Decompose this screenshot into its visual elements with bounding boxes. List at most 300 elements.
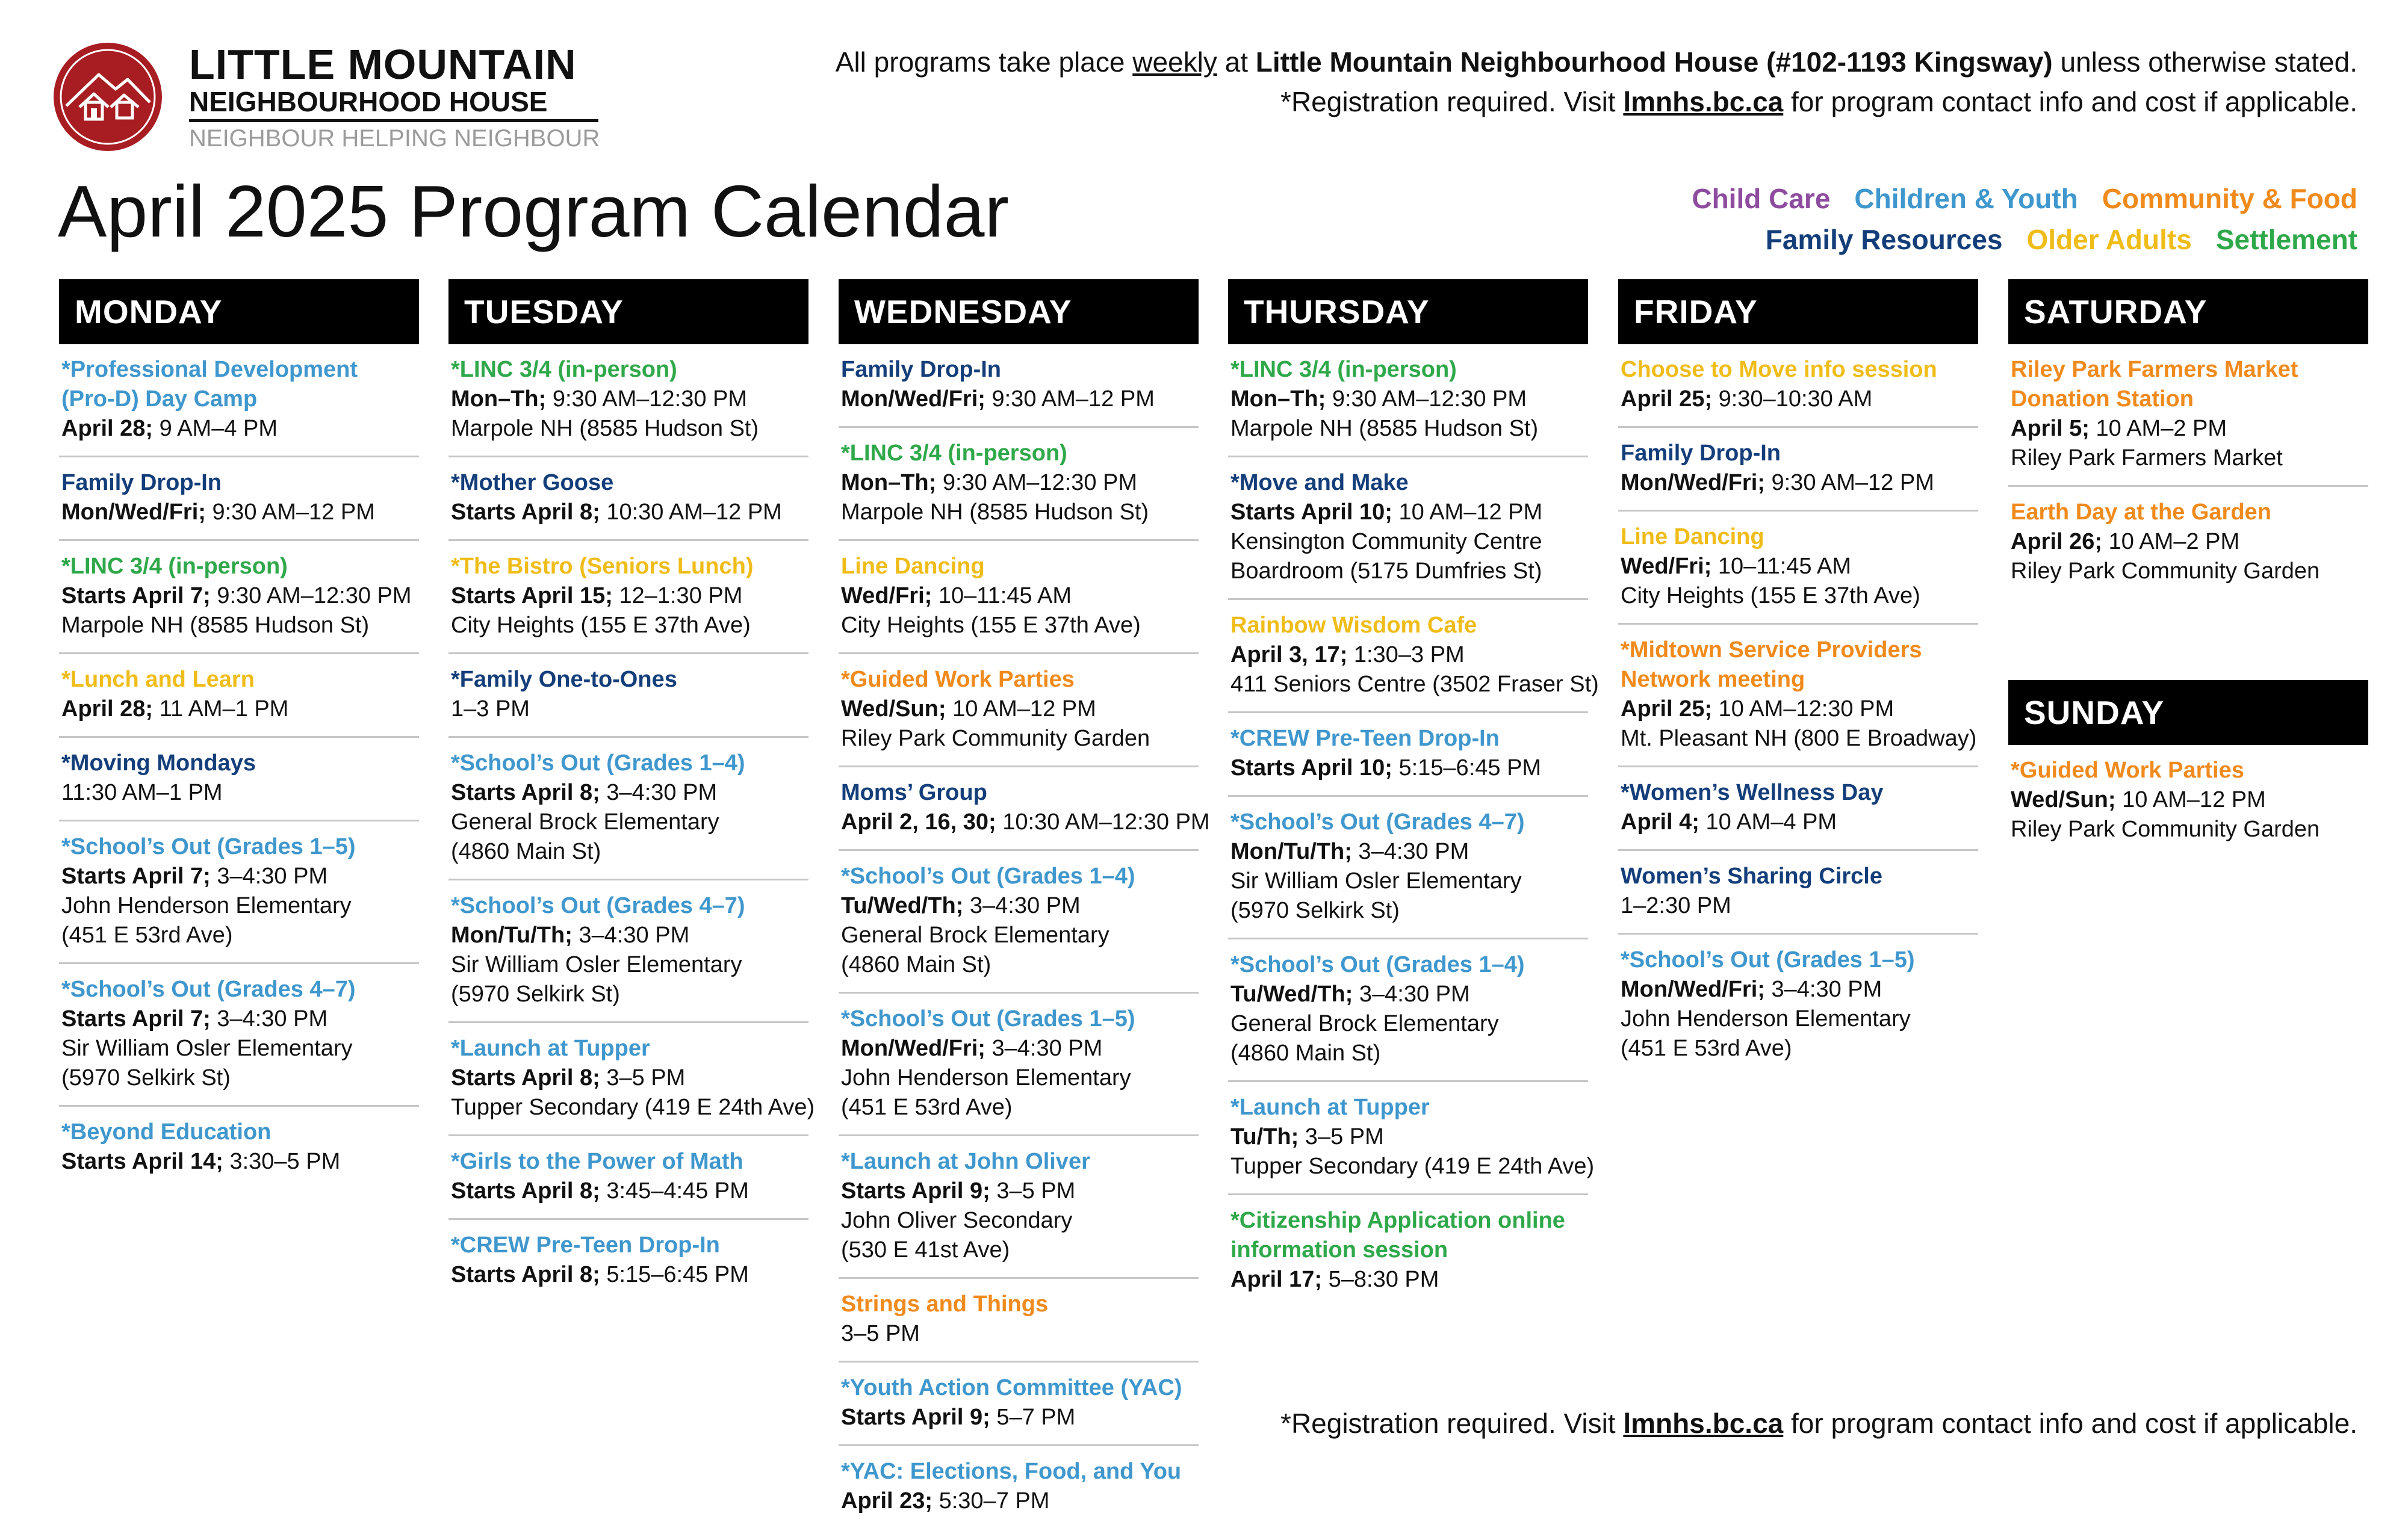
event-when [2011, 414, 2366, 444]
event-time: 5–7 PM [990, 1405, 1076, 1430]
event-name: *School’s Out (Grades 4–7) [61, 977, 356, 1002]
event-bistro [448, 541, 808, 654]
event-place: Marpole NH (8585 Hudson St) [1230, 416, 1539, 441]
event-place: General Brock Elementary [1230, 1011, 1499, 1036]
event-when [451, 921, 806, 950]
event-place: Riley Park Community Garden [841, 726, 1150, 751]
event-citizenship-session [1228, 1195, 1588, 1307]
event-place-address: (5970 Selkirk St) [1230, 898, 1400, 923]
event-schools-out-4-7 [59, 964, 419, 1107]
event-name: *LINC 3/4 (in-person) [61, 554, 288, 579]
event-time: 9:30 AM–12:30 PM [1326, 386, 1527, 412]
event-place: Sir William Osler Elementary [1230, 868, 1522, 894]
event-date: April 4; [1621, 809, 1699, 835]
event-place: 411 Seniors Centre (3502 Fraser St) [1230, 672, 1599, 697]
day-column-thursday [1228, 279, 1599, 1307]
event-earth-day [2008, 487, 2368, 598]
event-when [1230, 980, 1586, 1009]
event-date: Mon–Th; [451, 386, 547, 412]
event-name: *School’s Out (Grades 1–5) [1621, 947, 1915, 973]
event-date: April 25; [1621, 386, 1713, 412]
event-date: April 3, 17; [1230, 642, 1348, 667]
footer-text: for program contact info and cost if applicable. [1783, 1408, 2357, 1439]
event-moving-mondays [59, 738, 419, 821]
event-place-address: Boardroom (5175 Dumfries St) [1230, 558, 1542, 584]
event-youth-action-committee [839, 1363, 1199, 1446]
event-date: April 23; [841, 1488, 933, 1514]
event-family-drop-in [1618, 428, 1978, 512]
event-when [1621, 468, 1976, 498]
event-when [1230, 498, 1586, 527]
event-date: April 26; [2011, 529, 2103, 554]
event-lunch-and-learn [59, 654, 419, 738]
event-place-address: (4860 Main St) [1230, 1041, 1381, 1066]
event-name: Moms’ Group [841, 780, 987, 805]
event-time: 10 AM–12 PM [2115, 787, 2266, 812]
event-date: Starts April 9; [841, 1405, 990, 1430]
event-time: 9:30 AM–12 PM [205, 500, 375, 525]
event-when [841, 468, 1196, 498]
event-linc [1228, 344, 1588, 457]
event-date: Starts April 8; [451, 1262, 600, 1287]
event-schools-out-1-5 [59, 821, 419, 964]
event-when [841, 808, 1210, 837]
day-header-sunday: SUNDAY [2008, 680, 2368, 745]
event-date: April 28; [61, 696, 154, 722]
event-name: Family Drop-In [841, 357, 1002, 382]
event-place: Riley Park Farmers Market [2011, 445, 2283, 471]
event-name: *Midtown Service Providers Network meeting [1621, 637, 1922, 692]
logo-name-line2: NEIGHBOURHOOD HOUSE [189, 86, 548, 117]
event-family-one-to-ones [448, 654, 808, 738]
event-time: 3–4:30 PM [985, 1036, 1103, 1061]
event-name: *School’s Out (Grades 1–4) [1230, 952, 1525, 977]
event-time: 5–8:30 PM [1322, 1267, 1439, 1292]
event-date: Starts April 15; [451, 583, 613, 608]
event-linc [59, 541, 419, 654]
registration-footer-note [1280, 1407, 2357, 1440]
event-time: 5:30–7 PM [932, 1488, 1050, 1514]
event-date: Wed/Sun; [841, 696, 946, 722]
day-header-saturday: SATURDAY [2008, 279, 2368, 344]
event-time: 3–5 PM [1299, 1124, 1384, 1149]
event-schools-out-1-5 [1618, 935, 1978, 1075]
event-time: 3–4:30 PM [600, 780, 718, 805]
event-crew-pre-teen [448, 1220, 808, 1302]
event-time: 3–5 PM [841, 1321, 920, 1346]
event-when [61, 1147, 417, 1177]
event-name: *CREW Pre-Teen Drop-In [451, 1233, 720, 1258]
note-location: Little Mountain Neighbourhood House (#102-1193 Kingsway) [1255, 46, 2053, 78]
event-name: Riley Park Farmers Market Donation Station [2011, 357, 2298, 412]
logo-name-line1: LITTLE MOUNTAIN [189, 41, 577, 88]
event-crew-pre-teen [1228, 713, 1588, 797]
event-place: Tupper Secondary (419 E 24th Ave) [451, 1095, 815, 1120]
event-time: 9:30 AM–12:30 PM [210, 583, 412, 608]
day-column-tuesday [448, 279, 815, 1302]
event-yac-elections [839, 1446, 1199, 1528]
event-name: Women’s Sharing Circle [1621, 864, 1882, 889]
event-place-address: (5970 Selkirk St) [451, 982, 620, 1007]
event-name: *School’s Out (Grades 1–4) [451, 750, 745, 776]
event-name: *Mother Goose [451, 470, 614, 495]
event-name: *Launch at Tupper [451, 1036, 650, 1061]
event-time: 3–4:30 PM [572, 923, 690, 948]
event-date: Mon/Wed/Fri; [841, 1036, 985, 1061]
event-name: *School’s Out (Grades 4–7) [1230, 809, 1525, 835]
event-when [841, 891, 1196, 921]
event-when [1230, 753, 1586, 783]
event-name: *Guided Work Parties [841, 667, 1075, 692]
event-time: 10 AM–2 PM [2102, 529, 2240, 554]
legend-child-care: Child Care [1692, 183, 1831, 214]
event-place-address: (530 E 41st Ave) [841, 1237, 1010, 1263]
event-when [1230, 1122, 1586, 1152]
event-name: *Lunch and Learn [61, 667, 255, 692]
event-date: Starts April 8; [451, 1065, 600, 1090]
event-name: *LINC 3/4 (in-person) [841, 441, 1067, 466]
program-location-note [836, 42, 2357, 122]
event-when [451, 385, 806, 414]
event-date: Starts April 9; [841, 1178, 990, 1204]
event-place: Marpole NH (8585 Hudson St) [61, 613, 370, 638]
event-date: Tu/Wed/Th; [1230, 982, 1353, 1007]
event-name: Family Drop-In [61, 470, 222, 495]
event-move-and-make [1228, 457, 1588, 600]
event-date: Wed/Fri; [1621, 554, 1712, 579]
event-place: Marpole NH (8585 Hudson St) [451, 416, 759, 441]
event-time: 10 AM–12:30 PM [1712, 696, 1894, 722]
event-when [1621, 808, 1976, 837]
event-rainbow-wisdom-cafe [1228, 600, 1599, 713]
event-name: Line Dancing [841, 554, 985, 579]
event-name: *LINC 3/4 (in-person) [1230, 357, 1457, 382]
event-linc [448, 344, 808, 457]
event-place: Kensington Community Centre [1230, 529, 1542, 554]
event-place: Tupper Secondary (419 E 24th Ave) [1230, 1154, 1595, 1179]
event-place: Riley Park Community Garden [2011, 817, 2320, 842]
house-logo-icon [51, 40, 165, 154]
event-name: *Beyond Education [61, 1119, 272, 1145]
event-family-drop-in [839, 344, 1199, 428]
event-launch-at-john-oliver [839, 1136, 1199, 1279]
registration-note-line [836, 82, 2357, 122]
event-date: Mon/Wed/Fri; [61, 500, 206, 525]
event-time: 10:30 AM–12 PM [600, 500, 782, 525]
event-time: 3–4:30 PM [1764, 977, 1882, 1002]
event-when [2011, 527, 2366, 557]
day-header-friday: FRIDAY [1618, 279, 1978, 344]
event-date: Starts April 8; [451, 500, 600, 525]
event-time: 3–4:30 PM [963, 893, 1081, 918]
event-date: Tu/Wed/Th; [841, 893, 964, 918]
event-when [841, 1486, 1196, 1516]
event-when [841, 694, 1196, 724]
event-time: 9:30 AM–12 PM [985, 386, 1155, 412]
legend-row-2 [1668, 219, 2357, 260]
event-name: *Girls to the Power of Math [451, 1149, 743, 1174]
event-mother-goose [448, 457, 808, 541]
event-time: 1:30–3 PM [1347, 642, 1465, 667]
event-place-address: (451 E 53rd Ave) [841, 1095, 1013, 1120]
event-guided-work-parties [2008, 745, 2368, 856]
event-name: *Women’s Wellness Day [1621, 780, 1884, 805]
event-beyond-education [59, 1107, 419, 1189]
legend-family-resources: Family Resources [1765, 224, 2003, 255]
event-name: *CREW Pre-Teen Drop-In [1230, 726, 1500, 751]
event-time: 10 AM–2 PM [2089, 416, 2227, 441]
event-name: *School’s Out (Grades 1–5) [841, 1006, 1135, 1032]
page-title: April 2025 Program Calendar [58, 170, 1010, 252]
event-time: 9:30–10:30 AM [1712, 386, 1873, 412]
event-date: Tu/Th; [1230, 1124, 1299, 1149]
event-date: Starts April 10; [1230, 500, 1392, 525]
event-place-address: (4860 Main St) [451, 839, 601, 864]
logo-tagline: NEIGHBOUR HELPING NEIGHBOUR [189, 125, 600, 152]
event-line-dancing [839, 541, 1199, 654]
event-when [61, 414, 417, 444]
event-time: 10:30 AM–12:30 PM [996, 809, 1210, 835]
event-place-address: (4860 Main St) [841, 952, 991, 977]
day-header-monday: MONDAY [59, 279, 419, 344]
event-name: *Move and Make [1230, 470, 1409, 495]
event-date: April 5; [2011, 416, 2090, 441]
event-when [1230, 640, 1586, 670]
event-place: Sir William Osler Elementary [61, 1036, 353, 1061]
event-pro-d-day-camp [59, 344, 419, 457]
event-date: Mon/Wed/Fri; [1621, 470, 1765, 495]
legend-row-1 [1668, 178, 2357, 219]
event-time: 11:30 AM–1 PM [61, 780, 223, 805]
logo-divider [189, 119, 598, 122]
event-time: 11 AM–1 PM [153, 696, 289, 722]
event-launch-at-tupper [448, 1023, 815, 1136]
day-column-saturday [2008, 279, 2368, 598]
event-name: *School’s Out (Grades 1–5) [61, 834, 356, 859]
legend-community-food: Community & Food [2102, 183, 2357, 214]
legend-children-youth: Children & Youth [1854, 183, 2078, 214]
organization-logo [51, 40, 610, 160]
event-name: *Launch at John Oliver [841, 1149, 1090, 1174]
event-time: 3–4:30 PM [210, 1006, 328, 1032]
event-time: 9 AM–4 PM [153, 416, 278, 441]
event-when [451, 498, 806, 527]
event-time: 3:30–5 PM [223, 1149, 341, 1174]
event-time: 3–5 PM [990, 1178, 1076, 1204]
day-column-monday [59, 279, 419, 1189]
event-date: April 17; [1230, 1267, 1323, 1292]
event-when [1230, 385, 1586, 414]
day-header-thursday: THURSDAY [1228, 279, 1588, 344]
event-name: *School’s Out (Grades 4–7) [451, 893, 745, 918]
event-name: Earth Day at the Garden [2011, 500, 2271, 525]
event-name: Strings and Things [841, 1291, 1049, 1317]
day-header-tuesday: TUESDAY [448, 279, 808, 344]
event-name: *Youth Action Committee (YAC) [841, 1375, 1182, 1400]
event-when [841, 581, 1196, 611]
category-legend [1668, 178, 2357, 260]
event-name: *School’s Out (Grades 1–4) [841, 864, 1135, 889]
event-place: John Henderson Elementary [61, 893, 352, 918]
event-when [1621, 694, 1976, 724]
event-date: Starts April 8; [451, 780, 600, 805]
event-time: 9:30 AM–12:30 PM [936, 470, 1138, 495]
event-place: John Henderson Elementary [1621, 1006, 1911, 1032]
event-when [451, 1177, 806, 1206]
event-schools-out-4-7 [1228, 797, 1588, 939]
website-link[interactable]: lmnhs.bc.ca [1623, 86, 1784, 117]
event-time: 10 AM–4 PM [1699, 809, 1837, 835]
event-place: General Brock Elementary [841, 923, 1109, 948]
event-name: *LINC 3/4 (in-person) [451, 357, 677, 382]
event-name: *Professional Development (Pro-D) Day Camp [61, 357, 358, 412]
footer-text: *Registration required. Visit [1280, 1408, 1624, 1439]
event-schools-out-1-5 [839, 994, 1199, 1136]
event-schools-out-1-4 [1228, 939, 1588, 1082]
event-time: 3–4:30 PM [1353, 982, 1470, 1007]
event-place: John Oliver Secondary [841, 1208, 1073, 1233]
event-girls-math [448, 1136, 808, 1220]
note-text: unless otherwise stated. [2052, 46, 2357, 78]
event-name: Line Dancing [1621, 524, 1764, 549]
event-womens-sharing-circle [1618, 851, 1978, 935]
event-place: Marpole NH (8585 Hudson St) [841, 500, 1149, 525]
event-date: Mon/Tu/Th; [1230, 839, 1352, 864]
event-place: General Brock Elementary [451, 809, 719, 835]
event-schools-out-1-4 [839, 851, 1199, 994]
event-place-address: (5970 Selkirk St) [61, 1065, 231, 1090]
legend-settlement: Settlement [2215, 224, 2357, 255]
event-when [841, 385, 1196, 414]
event-when [1621, 552, 1976, 581]
event-name: Rainbow Wisdom Cafe [1230, 613, 1477, 638]
event-date: Wed/Fri; [841, 583, 932, 608]
event-time: 9:30 AM–12 PM [1764, 470, 1934, 495]
event-choose-to-move [1618, 344, 1978, 428]
note-text: All programs take place [835, 46, 1133, 78]
event-name: *YAC: Elections, Food, and You [841, 1459, 1182, 1484]
event-date: Mon–Th; [1230, 386, 1326, 412]
event-time: 12–1:30 PM [612, 583, 743, 608]
event-when [1230, 1265, 1586, 1294]
event-date: Starts April 14; [61, 1149, 223, 1174]
day-column-sunday [2008, 680, 2368, 856]
event-when [451, 581, 806, 611]
event-date: Wed/Sun; [2011, 787, 2116, 812]
event-linc [839, 428, 1199, 541]
event-when [2011, 785, 2366, 815]
event-date: Starts April 7; [61, 1006, 211, 1032]
event-when [451, 1260, 806, 1290]
event-time: 5:15–6:45 PM [1392, 755, 1542, 781]
event-place: City Heights (155 E 37th Ave) [841, 613, 1141, 638]
event-when [451, 1063, 806, 1093]
event-when [841, 1403, 1196, 1432]
event-time: 1–2:30 PM [1621, 893, 1731, 918]
footer-website-link[interactable]: lmnhs.bc.ca [1623, 1408, 1784, 1439]
event-name: *Citizenship Application online information session [1230, 1208, 1565, 1263]
event-date: Mon/Wed/Fri; [841, 386, 985, 412]
event-when [1621, 975, 1976, 1004]
event-date: Starts April 7; [61, 864, 211, 889]
event-name: Choose to Move info session [1621, 357, 1937, 382]
event-when [1230, 837, 1586, 867]
event-date: Mon/Tu/Th; [451, 923, 573, 948]
event-date: Mon/Wed/Fri; [1621, 977, 1765, 1002]
event-date: April 25; [1621, 696, 1713, 722]
event-date: Starts April 7; [61, 583, 211, 608]
note-text: at [1217, 46, 1256, 78]
event-moms-group [839, 767, 1210, 851]
event-place: City Heights (155 E 37th Ave) [1621, 583, 1920, 608]
note-weekly: weekly [1132, 46, 1217, 78]
day-header-wednesday: WEDNESDAY [839, 279, 1199, 344]
event-time: 1–3 PM [451, 696, 530, 722]
event-when [451, 778, 806, 808]
day-column-friday [1618, 279, 1978, 1075]
event-guided-work-parties [839, 654, 1199, 767]
event-place-address: (451 E 53rd Ave) [1621, 1036, 1792, 1061]
event-line-dancing [1618, 512, 1978, 625]
event-when [841, 1034, 1196, 1063]
event-strings-and-things [839, 1279, 1199, 1363]
event-time: 3–4:30 PM [210, 864, 328, 889]
event-time: 10 AM–12 PM [1392, 500, 1543, 525]
event-midtown-network [1618, 625, 1978, 767]
legend-older-adults: Older Adults [2026, 224, 2192, 255]
event-when [61, 862, 417, 891]
event-when [61, 581, 417, 611]
day-column-wednesday [839, 279, 1210, 1528]
event-when [61, 694, 417, 724]
location-note-line [836, 42, 2357, 82]
event-name: Family Drop-In [1621, 441, 1781, 466]
event-date: April 28; [61, 416, 154, 441]
event-name: *Moving Mondays [61, 750, 256, 776]
note-text: for program contact info and cost if applicable. [1783, 86, 2357, 117]
event-when [61, 1004, 417, 1034]
event-time: 9:30 AM–12:30 PM [546, 386, 748, 412]
event-launch-at-tupper [1228, 1082, 1595, 1195]
event-place-address: (451 E 53rd Ave) [61, 923, 233, 948]
event-when [1621, 385, 1976, 414]
event-name: *The Bistro (Seniors Lunch) [451, 554, 754, 579]
event-name: *Guided Work Parties [2011, 758, 2244, 783]
event-date: Starts April 8; [451, 1178, 600, 1204]
event-date: Starts April 10; [1230, 755, 1392, 781]
event-farmers-market-donation [2008, 344, 2368, 487]
event-time: 3–5 PM [600, 1065, 686, 1090]
event-time: 10–11:45 AM [1711, 554, 1851, 579]
event-place: Riley Park Community Garden [2011, 558, 2320, 584]
event-womens-wellness-day [1618, 767, 1978, 851]
event-time: 10 AM–12 PM [946, 696, 1096, 722]
event-place: John Henderson Elementary [841, 1065, 1131, 1090]
event-time: 10–11:45 AM [932, 583, 1072, 608]
event-time: 3–4:30 PM [1351, 839, 1469, 864]
event-place: City Heights (155 E 37th Ave) [451, 613, 751, 638]
event-date: Mon–Th; [841, 470, 937, 495]
event-place: Sir William Osler Elementary [451, 952, 742, 977]
event-place: Mt. Pleasant NH (800 E Broadway) [1621, 726, 1977, 751]
event-time: 5:15–6:45 PM [600, 1262, 749, 1287]
event-family-drop-in [59, 457, 419, 541]
event-schools-out-1-4 [448, 738, 808, 880]
event-date: April 2, 16, 30; [841, 809, 996, 835]
event-when [61, 498, 417, 527]
event-when [841, 1177, 1196, 1206]
event-name: *Launch at Tupper [1230, 1095, 1430, 1120]
